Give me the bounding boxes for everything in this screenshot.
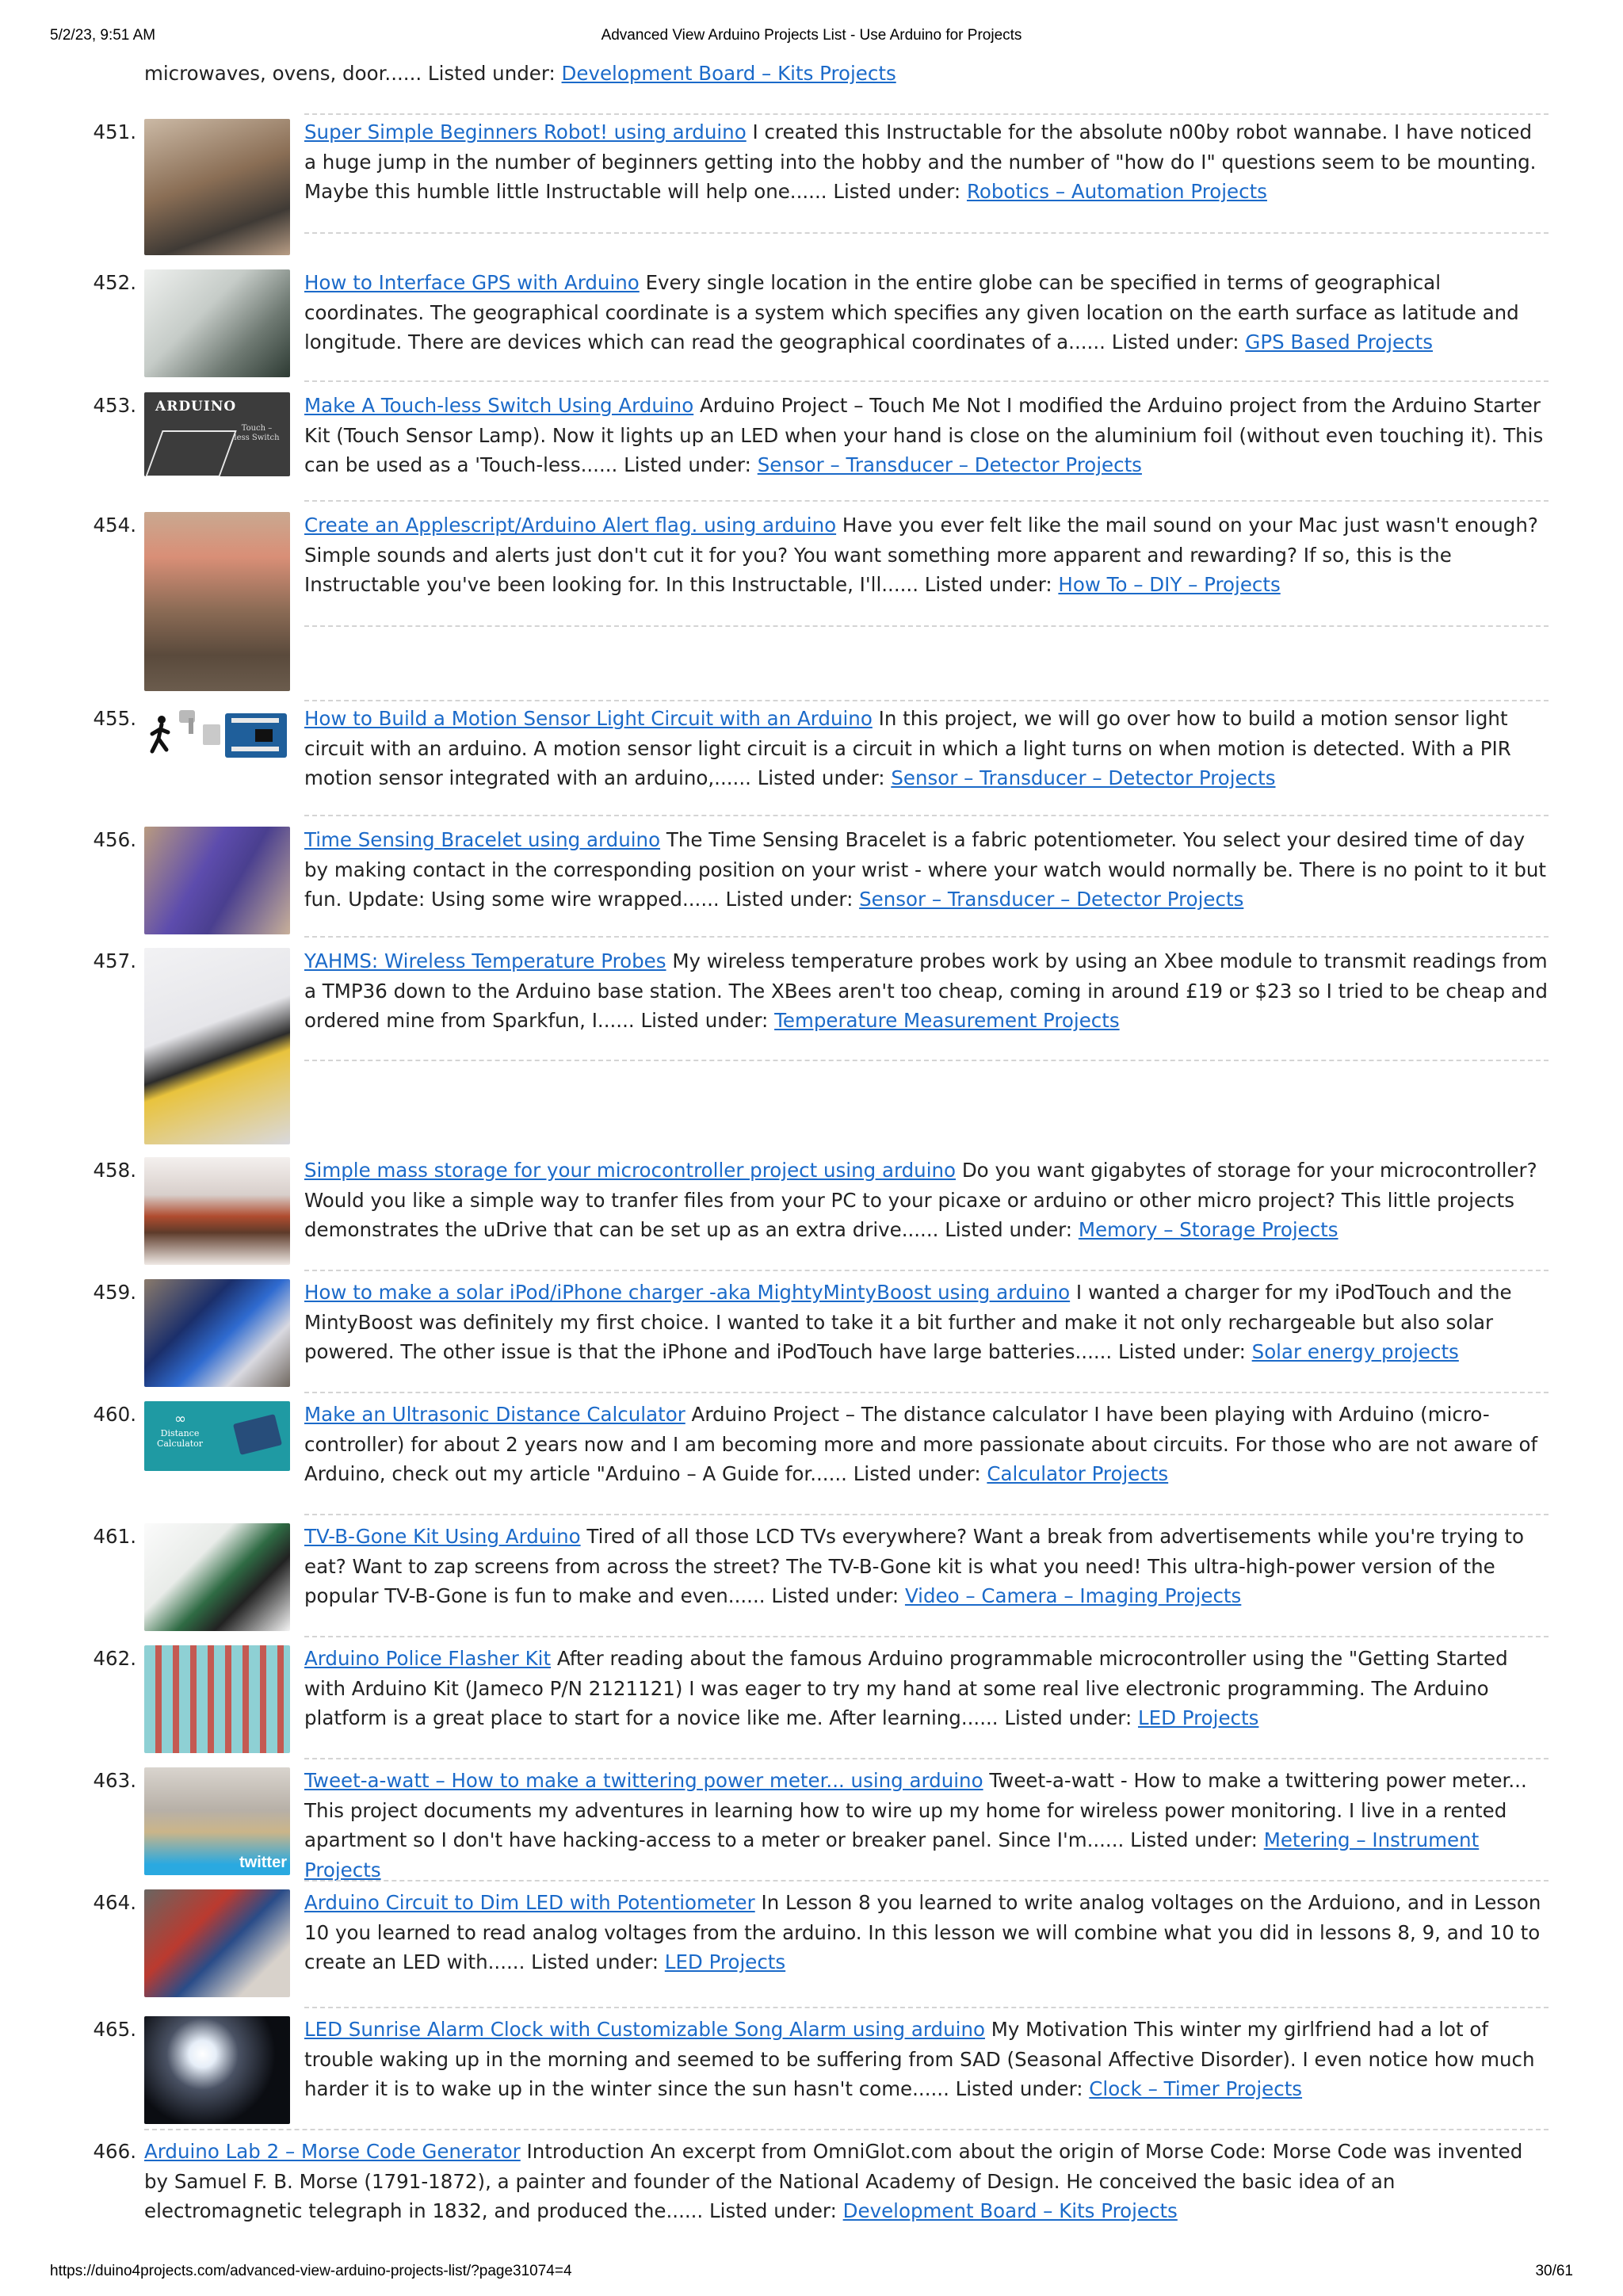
item-separator: [304, 625, 1549, 627]
item-category-link[interactable]: Robotics – Automation Projects: [966, 180, 1267, 203]
item-text: Super Simple Beginners Robot! using arduino I created this Instructable for the absolute n00by robot wannabe. I have noticed a huge jump in the number of beginners getting into the hobby and the number of "how do I" questions seem to be mounting. Maybe this humble little Instructable will help one...... Listed under: Robotics – Automation Projects: [304, 120, 1537, 203]
item-separator: [304, 1514, 1549, 1515]
item-title-link[interactable]: Make an Ultrasonic Distance Calculator: [304, 1403, 685, 1426]
item-text: Arduino Lab 2 – Morse Code Generator Introduction An excerpt from OmniGlot.com about the origin of Morse Code: Morse Code was invented by Samuel F. B. Morse (1791-1872), a painter and founder of the National Academy of Design. He conceived the basic idea of an electromagnetic telegraph in 1832, and produced the...... Listed under: Development Board – Kits Projects: [144, 2140, 1523, 2222]
item-category-link[interactable]: How To – DIY – Projects: [1058, 573, 1281, 596]
item-number: 460.: [93, 1403, 136, 1426]
thumb-caption: Touch – less Switch: [234, 424, 280, 442]
tweet-a-watt-thumbnail[interactable]: [144, 1767, 290, 1875]
item-category-link[interactable]: LED Projects: [664, 1950, 786, 1973]
item-number: 462.: [93, 1647, 136, 1670]
item-number: 464.: [93, 1891, 136, 1914]
print-url: https://duino4projects.com/advanced-view-arduino-projects-list/?page31074=4: [50, 2263, 572, 2279]
item-title-link[interactable]: TV-B-Gone Kit Using Arduino: [304, 1525, 581, 1548]
twitter-logo-text: twitter: [239, 1854, 287, 1871]
item-title-link[interactable]: LED Sunrise Alarm Clock with Customizable Song Alarm using arduino: [304, 2018, 985, 2041]
kit-box-graphic: [145, 430, 236, 476]
item-category-link[interactable]: Metering – Instrument Projects: [304, 1828, 1480, 1881]
item-separator: [304, 500, 1549, 502]
item-separator: [304, 815, 1549, 816]
lead-category-link[interactable]: Development Board – Kits Projects: [561, 62, 896, 85]
item-text: TV-B-Gone Kit Using Arduino Tired of all those LCD TVs everywhere? Want a break from advertisements while you're trying to eat? Want to zap screens from across the street? The TV-B-Gone kit is what you need! This ultra-high-power version of the popular TV-B-Gone is fun to make and even...... Listed under: Video – Camera – Imaging Projects: [304, 1525, 1524, 1607]
sunrise-clock-thumbnail[interactable]: [144, 2016, 290, 2124]
item-title-link[interactable]: Make A Touch-less Switch Using Arduino: [304, 394, 694, 417]
item-separator: [304, 113, 1549, 115]
item-number: 456.: [93, 828, 136, 851]
item-title-link[interactable]: YAHMS: Wireless Temperature Probes: [304, 949, 666, 972]
item-text: Arduino Police Flasher Kit After reading about the famous Arduino programmable microcontroller using the "Getting Started with Arduino Kit (Jameco P/N 2121121) I was eager to try my hand at some real live electronic programming. The Arduino platform is a great place to start for a novice like me. After learning...... Listed under: LED Projects: [304, 1647, 1508, 1729]
item-category-link[interactable]: Clock – Timer Projects: [1089, 2077, 1303, 2100]
alert-flag-thumbnail[interactable]: [144, 512, 290, 691]
item-category-link[interactable]: LED Projects: [1138, 1706, 1259, 1729]
item-text: Create an Applescript/Arduino Alert flag. using arduino Have you ever felt like the mail sound on your Mac just wasn't enough? Simple sounds and alerts just don't cut it for you? You want something more apparent and rewarding? If so, this is the Instructable you've been looking for. In this Instructable, I'll...... Listed under: How To – DIY – Projects: [304, 514, 1538, 596]
infinity-logo-icon: ∞: [174, 1411, 186, 1427]
item-separator: [304, 1060, 1549, 1061]
item-text: Simple mass storage for your microcontroller project using arduino Do you want gigabytes of storage for your microcontroller? Would you like a simple way to tranfer files from your PC to your picaxe or arduino or other micro project? This little projects demonstrates the uDrive that can be set up as an extra drive...... Listed under: Memory – Storage Projects: [304, 1159, 1537, 1241]
item-category-link[interactable]: Sensor – Transducer – Detector Projects: [859, 888, 1244, 911]
item-number: 458.: [93, 1159, 136, 1182]
item-separator: [304, 1636, 1549, 1637]
solar-charger-thumbnail[interactable]: [144, 1279, 290, 1387]
police-flasher-thumbnail[interactable]: [144, 1645, 290, 1753]
item-separator: [304, 380, 1549, 382]
bracelet-thumbnail[interactable]: [144, 827, 290, 934]
item-text: How to make a solar iPod/iPhone charger -aka MightyMintyBoost using arduino I wanted a charger for my iPodTouch and the MintyBoost was definitely my first choice. I wanted to take it a bit further and make it not only rechargeable but also solar powered. The other issue is that the iPhone and iPodTouch have large batteries...... Listed under: Solar energy projects: [304, 1281, 1512, 1363]
temperature-probe-thumbnail[interactable]: [144, 948, 290, 1144]
item-title-link[interactable]: Arduino Police Flasher Kit: [304, 1647, 552, 1670]
item-text: Time Sensing Bracelet using arduino The Time Sensing Bracelet is a fabric potentiometer. You select your desired time of day by making contact in the corresponding position on your wrist - where your watch would normally be. There is no point to it but fun. Update: Using some wire wrapped...... Listed under: Sensor – Transducer – Detector Projects: [304, 828, 1547, 911]
motion-sensor-thumbnail[interactable]: [144, 705, 290, 769]
board-graphic: [233, 1414, 282, 1455]
item-separator: [304, 232, 1549, 234]
item-category-link[interactable]: Calculator Projects: [987, 1462, 1169, 1485]
item-category-link[interactable]: Sensor – Transducer – Detector Projects: [757, 453, 1142, 476]
item-separator: [304, 1392, 1549, 1393]
item-title-link[interactable]: Arduino Circuit to Dim LED with Potentiometer: [304, 1891, 755, 1914]
thumb-logo-text: ARDUINO: [155, 399, 237, 415]
item-title-link[interactable]: How to Interface GPS with Arduino: [304, 271, 640, 294]
item-text: Make A Touch-less Switch Using Arduino Arduino Project – Touch Me Not I modified the Arduino project from the Arduino Starter Kit (Touch Sensor Lamp). Now it lights up an LED when your hand is close on the aluminium foil (without even touching it). This can be used as a 'Touch-less...... Listed under: Sensor – Transducer – Detector Projects: [304, 394, 1544, 476]
item-number: 465.: [93, 2018, 136, 2041]
item-number: 463.: [93, 1769, 136, 1792]
mass-storage-thumbnail[interactable]: [144, 1157, 290, 1265]
item-title-link[interactable]: Time Sensing Bracelet using arduino: [304, 828, 661, 851]
item-number: 451.: [93, 120, 136, 143]
item-number: 459.: [93, 1281, 136, 1304]
item-number: 453.: [93, 394, 136, 417]
item-title-link[interactable]: How to make a solar iPod/iPhone charger -aka MightyMintyBoost using arduino: [304, 1281, 1071, 1304]
item-separator: [144, 2129, 1549, 2130]
tv-b-gone-thumbnail[interactable]: [144, 1523, 290, 1631]
motion-sensor-graphic: [144, 705, 290, 769]
item-text: How to Interface GPS with Arduino Every single location in the entire globe can be specified in terms of geographical coordinates. The geographical coordinate is a system which specifies any given location on the earth surface as latitude and longitude. There are devices which can read the geographical coordinates of a...... Listed under: GPS Based Projects: [304, 271, 1519, 353]
item-number: 457.: [93, 949, 136, 972]
item-category-link[interactable]: Sensor – Transducer – Detector Projects: [891, 766, 1276, 789]
item-title-link[interactable]: Arduino Lab 2 – Morse Code Generator: [144, 2140, 521, 2163]
item-category-link[interactable]: Temperature Measurement Projects: [774, 1009, 1120, 1032]
item-title-link[interactable]: Tweet-a-watt – How to make a twittering power meter... using arduino: [304, 1769, 983, 1792]
item-text: YAHMS: Wireless Temperature Probes My wireless temperature probes work by using an Xbee module to transmit readings from a TMP36 down to the Arduino base station. The XBees aren't too cheap, coming in around £19 or $23 so I tried to be cheap and ordered mine from Sparkfun, I...... Listed under: Temperature Measurement Projects: [304, 949, 1548, 1032]
item-text: Arduino Circuit to Dim LED with Potentiometer In Lesson 8 you learned to write analog voltages on the Arduiono, and in Lesson 10 you learned to read analog voltages from the arduino. In this lesson we will combine what you did in lessons 8, 9, and 10 to create an LED with...... Listed under: LED Projects: [304, 1891, 1541, 1973]
distance-calculator-thumbnail[interactable]: [144, 1401, 290, 1471]
item-title-link[interactable]: Create an Applescript/Arduino Alert flag. using arduino: [304, 514, 837, 537]
item-number: 452.: [93, 271, 136, 294]
item-title-link[interactable]: How to Build a Motion Sensor Light Circuit with an Arduino: [304, 707, 873, 730]
item-number: 455.: [93, 707, 136, 730]
item-category-link[interactable]: Development Board – Kits Projects: [842, 2199, 1178, 2222]
lead-text: microwaves, ovens, door...... Listed under: Development Board – Kits Projects: [144, 62, 896, 85]
thumb-caption: Distance Calculator: [156, 1428, 204, 1449]
robot-thumbnail[interactable]: [144, 119, 290, 255]
item-category-link[interactable]: Solar energy projects: [1251, 1340, 1459, 1363]
item-title-link[interactable]: Super Simple Beginners Robot! using arduino: [304, 120, 747, 143]
item-category-link[interactable]: GPS Based Projects: [1245, 330, 1434, 353]
item-separator: [304, 2007, 1549, 2008]
item-separator: [304, 1880, 1549, 1881]
item-separator: [304, 1270, 1549, 1271]
item-separator: [304, 700, 1549, 701]
print-date: 5/2/23, 9:51 AM: [50, 27, 156, 44]
item-separator: [304, 936, 1549, 938]
page-number: 30/61: [1535, 2263, 1573, 2279]
item-category-link[interactable]: Memory – Storage Projects: [1078, 1218, 1338, 1241]
item-text: Make an Ultrasonic Distance Calculator Arduino Project – The distance calculator I have been playing with Arduino (micro-controller) for about 2 years now and I am becoming more and more passionate about circuits. For those who are not aware of Arduino, check out my article "Arduino – A Guide for...... Listed under: Calculator Projects: [304, 1403, 1538, 1485]
item-title-link[interactable]: Simple mass storage for your microcontroller project using arduino: [304, 1159, 957, 1182]
print-page-title: Advanced View Arduino Projects List - Use Arduino for Projects: [601, 27, 1022, 44]
item-category-link[interactable]: Video – Camera – Imaging Projects: [904, 1584, 1242, 1607]
item-separator: [304, 1758, 1549, 1759]
item-text: How to Build a Motion Sensor Light Circuit with an Arduino In this project, we will go over how to build a motion sensor light circuit with an arduino. A motion sensor light circuit is a circuit in which a light turns on when motion is detected. With a PIR motion sensor integrated with an arduino,...... Listed under: Sensor – Transducer – Detector Projects: [304, 707, 1511, 789]
touchless-switch-thumbnail[interactable]: [144, 392, 290, 476]
item-number: 461.: [93, 1525, 136, 1548]
item-number: 454.: [93, 514, 136, 537]
dim-led-thumbnail[interactable]: [144, 1889, 290, 1997]
item-number: 466.: [93, 2140, 136, 2163]
item-text: Tweet-a-watt – How to make a twittering power meter... using arduino Tweet-a-watt - How to make a twittering power meter... This project documents my adventures in learning how to wire up my home for wireless power monitoring. I live in a rented apartment so I don't have hacking-access to a meter or breaker panel. Since I'm...... Listed under: Metering – Instrument Projects: [304, 1769, 1527, 1881]
item-text: LED Sunrise Alarm Clock with Customizable Song Alarm using arduino My Motivation This winter my girlfriend had a lot of trouble waking up in the morning and seemed to be suffering from SAD (Seasonal Affective Disorder). I even notice how much harder it is to wake up in the winter since the sun hasn't come...... Listed under: Clock – Timer Projects: [304, 2018, 1535, 2100]
gps-thumbnail[interactable]: [144, 269, 290, 377]
